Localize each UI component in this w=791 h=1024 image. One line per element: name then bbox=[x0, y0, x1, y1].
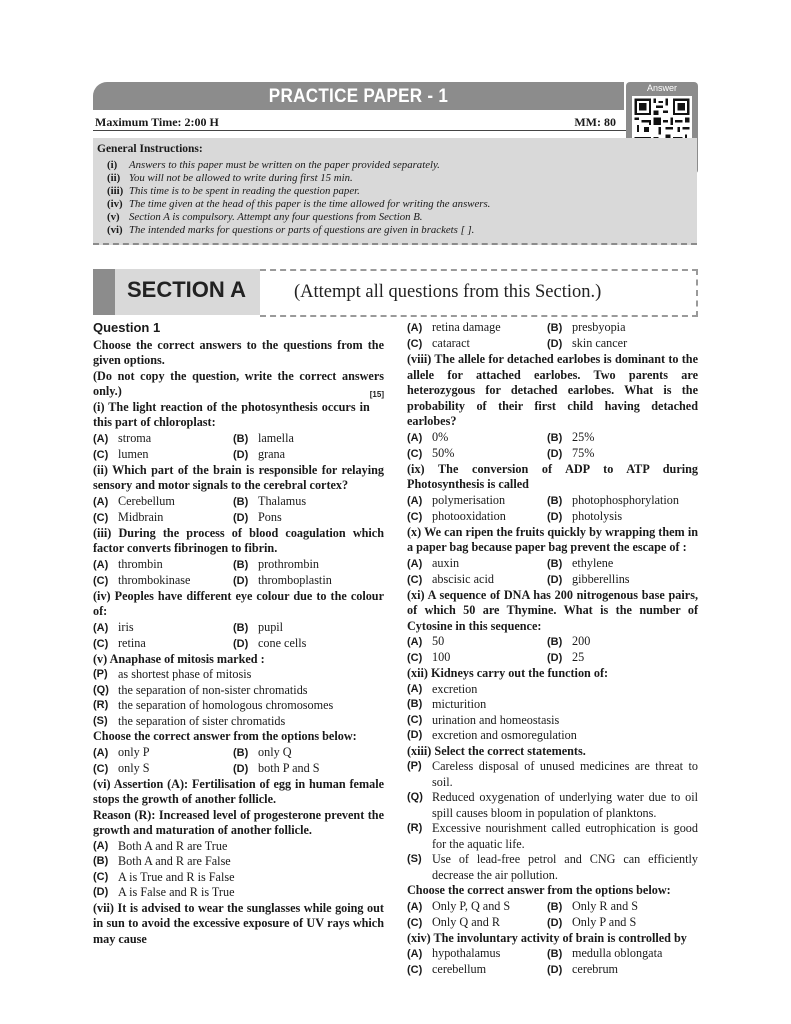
option-key: (B) bbox=[547, 900, 563, 913]
option-d[interactable] bbox=[547, 915, 636, 932]
option-d[interactable] bbox=[547, 650, 584, 667]
options-row bbox=[407, 915, 698, 931]
instruction-note: (Do not copy the question, write the correct answers only.) bbox=[93, 368, 384, 398]
option-text: excretion and osmoregulation bbox=[432, 728, 577, 742]
question-text: (v) Anaphase of mitosis marked : bbox=[93, 651, 265, 666]
options-row bbox=[407, 320, 698, 336]
statement-key: (Q) bbox=[407, 791, 423, 803]
option-text: Only P, Q and S bbox=[432, 898, 511, 913]
option-c[interactable] bbox=[407, 509, 506, 526]
instruction-text: Section A is compulsory. Attempt any four questions from Section B. bbox=[129, 211, 423, 223]
option-key: (B) bbox=[233, 558, 249, 571]
option-key: (A) bbox=[93, 558, 109, 571]
option-text: grana bbox=[258, 446, 286, 461]
statement-p bbox=[407, 759, 698, 790]
option-key: (C) bbox=[407, 573, 423, 586]
option-c[interactable] bbox=[93, 870, 384, 886]
option-d[interactable] bbox=[547, 962, 618, 979]
option-d[interactable] bbox=[547, 572, 630, 589]
option-text: retina damage bbox=[432, 320, 501, 334]
option-text: thrombin bbox=[118, 556, 163, 571]
option-text: gibberellins bbox=[572, 571, 630, 586]
option-text: Both A and R are False bbox=[118, 854, 231, 868]
option-c[interactable] bbox=[407, 336, 470, 353]
option-key: (B) bbox=[233, 495, 249, 508]
option-text: 0% bbox=[432, 429, 449, 444]
option-key: (D) bbox=[233, 448, 249, 461]
choose-instruction: Choose the correct answer from the options below: bbox=[93, 729, 357, 743]
option-text: micturition bbox=[432, 697, 487, 711]
option-key: (B) bbox=[233, 432, 249, 445]
option-key: (D) bbox=[547, 447, 563, 460]
option-key: (C) bbox=[93, 511, 109, 524]
statement-r bbox=[407, 821, 698, 852]
option-key: (B) bbox=[233, 621, 249, 634]
option-key: (A) bbox=[93, 746, 109, 759]
option-text: Only P and S bbox=[572, 914, 637, 929]
option-key: (B) bbox=[547, 322, 563, 334]
options-row bbox=[407, 446, 698, 462]
option-a[interactable] bbox=[407, 899, 510, 916]
option-text: thrombokinase bbox=[118, 572, 191, 587]
section-label-box bbox=[115, 269, 260, 315]
question-text: (i) The light reaction of the photosynthesis occurs in this part of chloroplast: bbox=[93, 399, 370, 429]
option-text: Midbrain bbox=[118, 509, 164, 524]
option-c[interactable] bbox=[407, 962, 486, 979]
option-key: (A) bbox=[407, 636, 423, 648]
option-text: cerebrum bbox=[572, 962, 619, 976]
option-a[interactable] bbox=[407, 430, 448, 447]
option-key: (A) bbox=[407, 494, 423, 507]
options-row bbox=[407, 634, 698, 650]
question-text: (xi) A sequence of DNA has 200 nitrogenous base pairs, of which 50 are Thymine. What is the number of Cytosine in this sequence: bbox=[407, 587, 698, 633]
option-b[interactable] bbox=[407, 697, 698, 713]
option-b[interactable] bbox=[547, 634, 590, 651]
question-text: (xiv) The involuntary activity of brain is controlled by bbox=[407, 930, 687, 945]
option-key: (A) bbox=[407, 948, 423, 960]
statement-q bbox=[93, 683, 384, 699]
option-text: urination and homeostasis bbox=[432, 712, 560, 727]
options-row bbox=[407, 572, 698, 588]
option-key: (B) bbox=[547, 557, 563, 570]
section-title: SECTION A bbox=[127, 277, 246, 302]
option-key: (D) bbox=[547, 573, 563, 586]
option-key: (A) bbox=[407, 682, 423, 695]
option-a[interactable] bbox=[407, 556, 459, 573]
question-text: (iii) During the process of blood coagulation which factor converts fibrinogen to fibrin. bbox=[93, 525, 384, 555]
option-key: (D) bbox=[233, 637, 249, 650]
question-text: (ii) Which part of the brain is responsible for relaying sensory and motor signals to the cerebral cortex? bbox=[93, 462, 384, 492]
options-row bbox=[93, 761, 384, 777]
options-row bbox=[93, 745, 384, 761]
statement-text: Reduced oxygenation of underlying water due to oil spill causes bloom in population of planktons. bbox=[432, 790, 698, 820]
option-key: (D) bbox=[407, 729, 423, 741]
statement-text: the separation of non-sister chromatids bbox=[118, 682, 308, 697]
options-row bbox=[93, 510, 384, 526]
option-text: 25% bbox=[572, 429, 595, 444]
statement-r bbox=[93, 698, 384, 714]
option-key: (B) bbox=[547, 494, 563, 507]
option-a[interactable] bbox=[407, 493, 505, 510]
question-text: (xiii) Select the correct statements. bbox=[407, 743, 586, 758]
options-row bbox=[407, 556, 698, 572]
option-text: 50% bbox=[432, 445, 455, 460]
option-b[interactable] bbox=[547, 556, 613, 573]
question-text: (iv) Peoples have different eye colour due to the colour of: bbox=[93, 588, 384, 618]
instruction-text: The time given at the head of this paper is the time allowed for writing the answers. bbox=[129, 198, 491, 210]
option-d[interactable] bbox=[547, 446, 594, 463]
section-note-box bbox=[260, 269, 698, 317]
option-key: (C) bbox=[93, 762, 109, 775]
option-b[interactable] bbox=[233, 620, 283, 637]
instruction-text: The intended marks for questions or parts of questions are given in brackets [ ]. bbox=[129, 224, 475, 236]
option-b[interactable] bbox=[233, 494, 306, 511]
statement-key: (Q) bbox=[93, 683, 109, 696]
option-b[interactable] bbox=[547, 946, 662, 963]
instruction-number: (ii) bbox=[107, 172, 121, 184]
option-b[interactable] bbox=[547, 430, 594, 447]
option-text: abscisic acid bbox=[432, 571, 494, 586]
statement-text: Use of lead-free petrol and CNG can efficiently decrease the air pollution. bbox=[432, 852, 698, 882]
option-text: cataract bbox=[432, 336, 470, 350]
option-key: (B) bbox=[547, 431, 563, 444]
option-key: (C) bbox=[93, 870, 109, 883]
option-key: (C) bbox=[407, 964, 423, 976]
option-text: prothrombin bbox=[258, 556, 319, 571]
option-text: cerebellum bbox=[432, 962, 487, 976]
statement-s bbox=[93, 714, 384, 730]
option-key: (A) bbox=[407, 900, 423, 913]
option-text: Only Q and R bbox=[432, 914, 501, 929]
option-text: thromboplastin bbox=[258, 572, 332, 587]
statement-text: Excessive nourishment called eutrophication is good for the aquatic life. bbox=[432, 821, 698, 851]
statement-q bbox=[407, 790, 698, 821]
question-text: (viii) The allele for detached earlobes is dominant to the allele for attached earlobes. Two parents are heterozygous for detached earlobes. What is the probability of their first child having detached earlobes? bbox=[407, 352, 698, 428]
options-row bbox=[407, 946, 698, 962]
options-row bbox=[407, 899, 698, 915]
option-c[interactable] bbox=[407, 446, 454, 463]
option-key: (D) bbox=[233, 511, 249, 524]
option-text: photolysis bbox=[572, 508, 623, 523]
option-key: (B) bbox=[407, 698, 423, 710]
option-c[interactable] bbox=[407, 650, 450, 667]
option-text: 100 bbox=[432, 650, 451, 664]
option-text: lamella bbox=[258, 430, 294, 445]
option-key: (B) bbox=[547, 636, 563, 648]
option-text: photophosphorylation bbox=[572, 492, 679, 507]
option-a[interactable] bbox=[407, 682, 698, 698]
option-key: (D) bbox=[233, 762, 249, 775]
statement-s bbox=[407, 852, 698, 883]
option-text: excretion bbox=[432, 681, 478, 696]
option-key: (B) bbox=[547, 948, 563, 960]
option-d[interactable] bbox=[547, 336, 627, 353]
option-text: presbyopia bbox=[572, 320, 626, 334]
options-row bbox=[93, 494, 384, 510]
section-accent-bar bbox=[93, 269, 115, 315]
option-text: iris bbox=[118, 619, 134, 634]
options-row bbox=[93, 557, 384, 573]
meta-row bbox=[93, 112, 624, 132]
instruction-number: (i) bbox=[107, 159, 118, 171]
option-text: Thalamus bbox=[258, 493, 307, 508]
instructions-title: General Instructions: bbox=[97, 143, 203, 155]
option-key: (A) bbox=[93, 495, 109, 508]
question-text: (xii) Kidneys carry out the function of: bbox=[407, 666, 609, 680]
option-d[interactable] bbox=[547, 509, 622, 526]
question-text: (ix) The conversion of ADP to ATP during Photosynthesis is called bbox=[407, 461, 698, 491]
option-key: (A) bbox=[407, 557, 423, 570]
options-row bbox=[93, 573, 384, 589]
divider bbox=[93, 130, 697, 131]
option-b[interactable] bbox=[547, 899, 638, 916]
statement-text: the separation of homologous chromosomes bbox=[118, 698, 334, 712]
instruction-number: (vi) bbox=[107, 224, 123, 236]
option-a[interactable] bbox=[93, 494, 175, 511]
option-key: (B) bbox=[233, 746, 249, 759]
option-b[interactable] bbox=[233, 431, 294, 448]
option-text: ethylene bbox=[572, 555, 614, 570]
instruction-text: Choose the correct answers to the questions from the given options. bbox=[93, 337, 384, 367]
option-key: (A) bbox=[93, 839, 109, 852]
statement-p bbox=[93, 667, 384, 683]
option-a[interactable] bbox=[93, 839, 384, 855]
option-a[interactable] bbox=[93, 745, 150, 762]
option-text: medulla oblongata bbox=[572, 946, 663, 960]
option-c[interactable] bbox=[93, 447, 148, 464]
option-c[interactable] bbox=[93, 761, 150, 778]
option-key: (A) bbox=[407, 322, 423, 334]
option-text: both P and S bbox=[258, 760, 320, 775]
statement-text: Careless disposal of unused medicines are threat to soil. bbox=[432, 759, 698, 789]
option-text: hypothalamus bbox=[432, 946, 501, 960]
option-key: (C) bbox=[407, 510, 423, 523]
options-row bbox=[407, 336, 698, 352]
options-row bbox=[407, 493, 698, 509]
instruction-text: You will not be allowed to write during first 15 min. bbox=[129, 172, 353, 184]
option-d[interactable] bbox=[233, 447, 285, 464]
option-d[interactable] bbox=[233, 510, 282, 527]
option-key: (A) bbox=[93, 621, 109, 634]
max-marks: MM: 80 bbox=[574, 115, 616, 129]
option-key: (C) bbox=[93, 637, 109, 650]
option-text: lumen bbox=[118, 446, 149, 461]
reason-text: Reason (R): Increased level of progesterone prevent the growth and maturation of another follicle. bbox=[93, 807, 384, 837]
max-time: Maximum Time: 2:00 H bbox=[95, 115, 219, 129]
general-instructions bbox=[93, 138, 697, 245]
title-banner bbox=[93, 82, 624, 110]
options-row bbox=[93, 620, 384, 636]
option-text: polymerisation bbox=[432, 492, 506, 507]
option-a[interactable] bbox=[407, 320, 501, 337]
paper-title: PRACTICE PAPER - 1 bbox=[268, 86, 449, 107]
option-a[interactable] bbox=[93, 620, 134, 637]
option-b[interactable] bbox=[547, 320, 625, 337]
option-key: (C) bbox=[93, 448, 109, 461]
statement-key: (P) bbox=[407, 760, 422, 772]
options-row bbox=[93, 636, 384, 652]
option-text: retina bbox=[118, 635, 146, 650]
option-text: Pons bbox=[258, 509, 282, 524]
option-d[interactable] bbox=[407, 728, 698, 744]
option-key: (C) bbox=[93, 574, 109, 587]
option-key: (A) bbox=[93, 432, 109, 445]
option-d[interactable] bbox=[233, 761, 320, 778]
option-text: pupil bbox=[258, 619, 284, 634]
option-text: auxin bbox=[432, 555, 460, 570]
right-column bbox=[407, 320, 698, 978]
option-text: A is False and R is True bbox=[118, 885, 235, 899]
option-text: stroma bbox=[118, 430, 152, 445]
statement-key: (S) bbox=[407, 853, 422, 865]
option-text: Both A and R are True bbox=[118, 838, 228, 853]
question-text: (vi) Assertion (A): Fertilisation of egg in human female stops the growth of another follicle. bbox=[93, 776, 384, 806]
options-row bbox=[407, 430, 698, 446]
option-c[interactable] bbox=[407, 572, 494, 589]
option-b[interactable] bbox=[233, 745, 292, 762]
option-b[interactable] bbox=[93, 854, 384, 870]
instruction-number: (iii) bbox=[107, 185, 124, 197]
option-text: 25 bbox=[572, 650, 585, 664]
options-row bbox=[407, 650, 698, 666]
option-text: only S bbox=[118, 760, 150, 775]
option-key: (D) bbox=[547, 652, 563, 664]
option-text: only Q bbox=[258, 744, 292, 759]
option-key: (A) bbox=[407, 431, 423, 444]
option-a[interactable] bbox=[93, 431, 151, 448]
option-key: (D) bbox=[547, 338, 563, 350]
instruction-text bbox=[93, 369, 384, 400]
statement-key: (S) bbox=[93, 714, 108, 727]
option-text: 200 bbox=[572, 634, 591, 648]
option-text: only P bbox=[118, 744, 150, 759]
option-text: photooxidation bbox=[432, 508, 506, 523]
option-c[interactable] bbox=[93, 636, 146, 653]
statement-key: (R) bbox=[93, 699, 109, 711]
option-key: (C) bbox=[407, 713, 423, 726]
question-heading: Question 1 bbox=[93, 320, 161, 335]
option-text: A is True and R is False bbox=[118, 869, 235, 884]
option-key: (D) bbox=[547, 964, 563, 976]
option-b[interactable] bbox=[547, 493, 679, 510]
statement-text: the separation of sister chromatids bbox=[118, 713, 286, 728]
option-key: (C) bbox=[407, 447, 423, 460]
option-key: (B) bbox=[93, 855, 109, 867]
option-text: Only R and S bbox=[572, 898, 639, 913]
option-key: (D) bbox=[93, 886, 109, 898]
option-key: (C) bbox=[407, 652, 423, 664]
section-note: (Attempt all questions from this Section.) bbox=[294, 282, 602, 302]
option-c[interactable] bbox=[407, 915, 500, 932]
instruction-text: Answers to this paper must be written on the paper provided separately. bbox=[129, 159, 440, 171]
option-b[interactable] bbox=[233, 557, 319, 574]
statement-text: as shortest phase of mitosis bbox=[118, 667, 252, 681]
options-row bbox=[93, 447, 384, 463]
instruction-number: (iv) bbox=[107, 198, 123, 210]
option-key: (D) bbox=[547, 916, 563, 929]
option-c[interactable] bbox=[93, 510, 163, 527]
option-c[interactable] bbox=[407, 713, 698, 729]
option-c[interactable] bbox=[93, 573, 190, 590]
question-text: (x) We can ripen the fruits quickly by wrapping them in a paper bag because paper bag prevent the escape of : bbox=[407, 524, 698, 554]
options-row bbox=[407, 509, 698, 525]
option-key: (C) bbox=[407, 916, 423, 929]
option-a[interactable] bbox=[407, 634, 444, 651]
option-text: 75% bbox=[572, 445, 595, 460]
options-row bbox=[93, 431, 384, 447]
option-a[interactable] bbox=[407, 946, 500, 963]
option-key: (D) bbox=[233, 574, 249, 587]
option-a[interactable] bbox=[93, 557, 163, 574]
qr-top-label: Answer bbox=[646, 83, 677, 93]
question-text: (vii) It is advised to wear the sunglasses while going out in sun to avoid the excessive exposure of UV rays which may cause bbox=[93, 900, 384, 946]
marks-label: [15] bbox=[369, 390, 384, 399]
option-d[interactable] bbox=[233, 636, 306, 653]
option-text: Cerebellum bbox=[118, 493, 175, 508]
option-text: cone cells bbox=[258, 635, 307, 650]
statement-key: (P) bbox=[93, 668, 108, 680]
instruction-text: This time is to be spent in reading the question paper. bbox=[129, 185, 360, 197]
option-d[interactable] bbox=[233, 573, 332, 590]
instruction-number: (v) bbox=[107, 211, 120, 223]
statement-key: (R) bbox=[407, 822, 423, 834]
options-row bbox=[407, 962, 698, 978]
option-d[interactable] bbox=[93, 885, 384, 901]
option-text: skin cancer bbox=[572, 336, 628, 350]
choose-instruction: Choose the correct answer from the options below: bbox=[407, 883, 671, 897]
option-text: 50 bbox=[432, 634, 445, 648]
option-key: (D) bbox=[547, 510, 563, 523]
left-column bbox=[93, 320, 384, 947]
option-key: (C) bbox=[407, 338, 423, 350]
